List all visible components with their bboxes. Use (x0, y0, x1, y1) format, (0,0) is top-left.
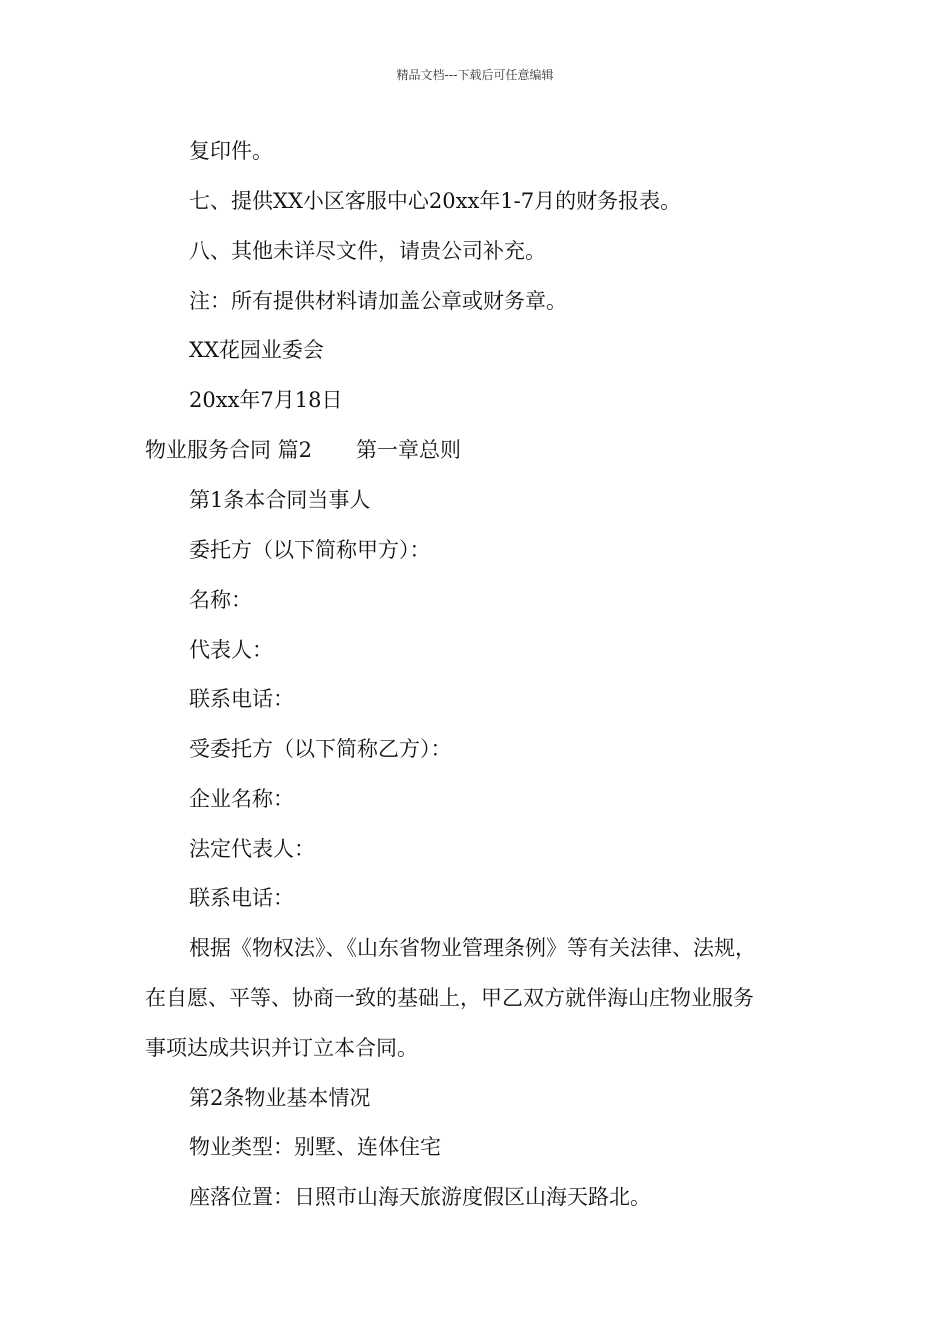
paragraph-line: 联系电话： (189, 687, 294, 711)
paragraph-line: 七、提供XX小区客服中心20xx年1-7月的财务报表。 (189, 189, 682, 213)
paragraph-line: 第1条本合同当事人 (189, 488, 371, 512)
paragraph-line: 企业名称： (189, 787, 294, 811)
paragraph-line: 复印件。 (189, 139, 273, 163)
contract-title: 物业服务合同 篇2 (145, 438, 313, 462)
paragraph-line: 注：所有提供材料请加盖公章或财务章。 (189, 289, 567, 313)
paragraph-line: 座落位置：日照市山海天旅游度假区山海天路北。 (189, 1185, 651, 1209)
page-header: 精品文档---下载后可任意编辑 (396, 68, 554, 82)
paragraph-line: 联系电话： (189, 886, 294, 910)
paragraph-line: 代表人： (189, 638, 273, 662)
paragraph-line: 受委托方（以下简称乙方）： (189, 737, 452, 761)
paragraph-line: 20xx年7月18日 (189, 388, 343, 412)
paragraph-line: XX花园业委会 (189, 338, 324, 362)
paragraph-line: 根据《物权法》、《山东省物业管理条例》等有关法律、法规， (189, 936, 756, 960)
paragraph-line: 物业类型：别墅、连体住宅 (189, 1135, 441, 1159)
paragraph-line: 名称： (189, 588, 252, 612)
paragraph-line: 委托方（以下简称甲方）： (189, 538, 431, 562)
paragraph-line: 第2条物业基本情况 (189, 1086, 371, 1110)
paragraph-line: 事项达成共识并订立本合同。 (145, 1036, 418, 1060)
chapter-title: 第一章总则 (356, 438, 462, 462)
paragraph-line: 在自愿、平等、协商一致的基础上，甲乙双方就伴海山庄物业服务 (145, 986, 754, 1010)
paragraph-line: 八、其他未详尽文件，请贵公司补充。 (189, 239, 546, 263)
paragraph-line: 法定代表人： (189, 837, 315, 861)
section-heading (145, 436, 461, 464)
